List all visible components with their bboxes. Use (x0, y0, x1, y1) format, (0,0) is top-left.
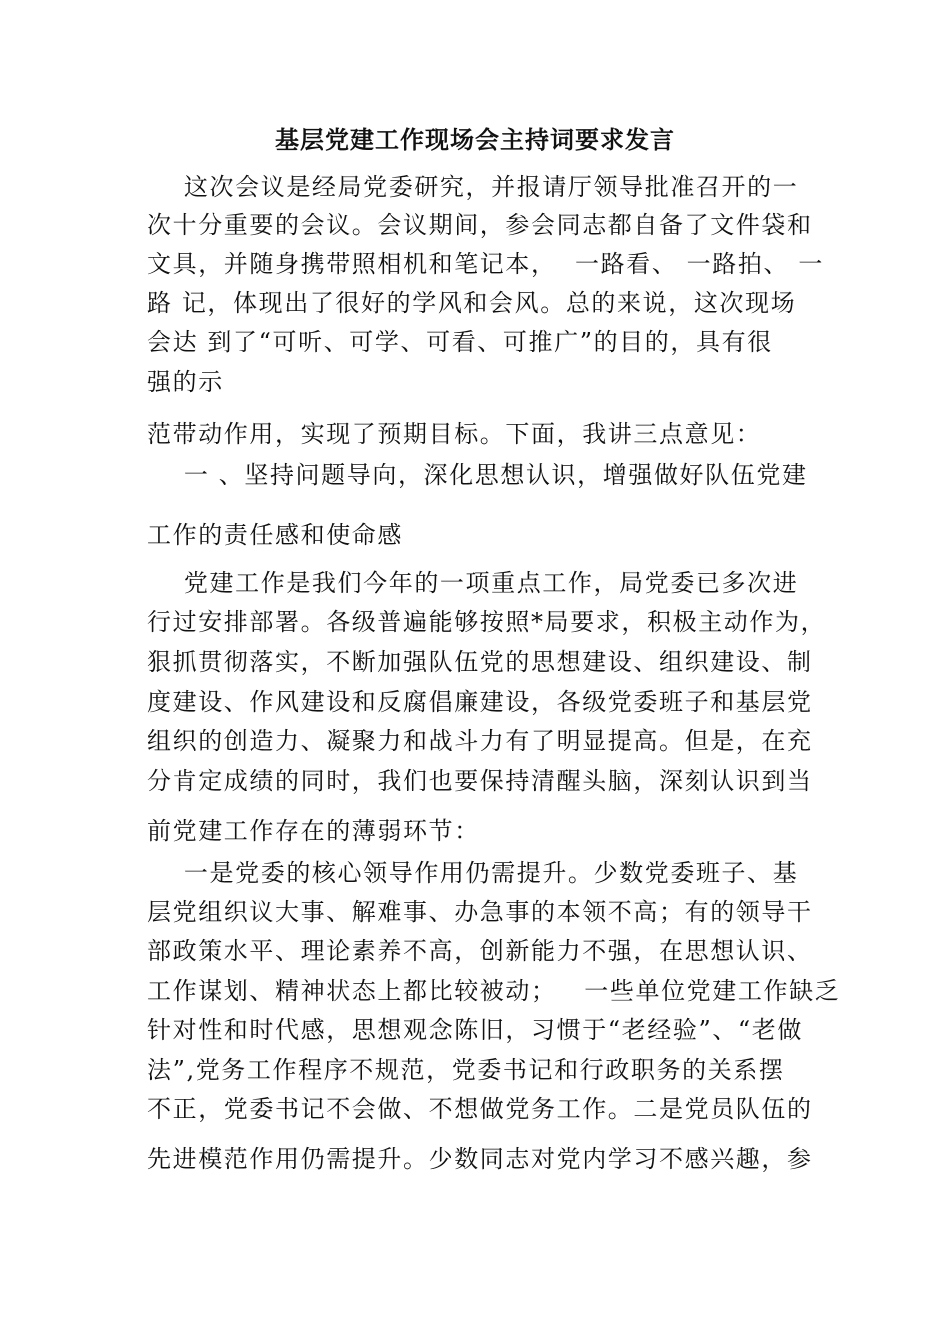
paragraph-line: 文具，并随身携带照相机和笔记本， 一路看、 一路拍、 一 (147, 250, 824, 278)
paragraph-line: 会达 到了“可听、可学、可看、可推广”的目的，具有很 (147, 328, 773, 356)
paragraph-line: 狠抓贯彻落实，不断加强队伍党的思想建设、组织建设、制 (147, 648, 813, 676)
paragraph-line: 行过安排部署。各级普遍能够按照*局要求，积极主动作为， (147, 608, 827, 636)
section-heading-line: 一 、坚持问题导向，深化思想认识，增强做好队伍党建 (147, 461, 808, 489)
paragraph-line: 一是党委的核心领导作用仍需提升。少数党委班子、基 (147, 859, 799, 887)
paragraph-line: 先进模范作用仍需提升。少数同志对党内学习不感兴趣，参 (147, 1145, 813, 1173)
section-heading-line: 工作的责任感和使命感 (147, 521, 403, 549)
paragraph-line: 次十分重要的会议。会议期间，参会同志都自备了文件袋和 (147, 211, 813, 239)
paragraph-line: 工作谋划、精神状态上都比较被动； 一些单位党建工作缺乏 (147, 977, 841, 1005)
paragraph-line: 强的示 (147, 368, 224, 396)
paragraph-line: 组织的创造力、凝聚力和战斗力有了明显提高。但是，在充 (147, 727, 813, 755)
paragraph-line: 分肯定成绩的同时，我们也要保持清醒头脑，深刻认识到当 (147, 767, 813, 795)
paragraph-line: 范带动作用，实现了预期目标。下面，我讲三点意见： (147, 420, 762, 448)
paragraph-line: 路 记，体现出了很好的学风和会风。总的来说，这次现场 (147, 289, 797, 317)
paragraph-line: 这次会议是经局党委研究，并报请厅领导批准召开的一 (147, 173, 799, 201)
paragraph-line: 党建工作是我们今年的一项重点工作，局党委已多次进 (147, 569, 799, 597)
paragraph-line: 法”,党务工作程序不规范，党委书记和行政职务的关系摆 (147, 1056, 785, 1084)
paragraph-line: 层党组织议大事、解难事、办急事的本领不高；有的领导干 (147, 898, 813, 926)
paragraph-line: 部政策水平、理论素养不高，创新能力不强，在思想认识、 (147, 937, 813, 965)
paragraph-line: 度建设、作风建设和反腐倡廉建设，各级党委班子和基层党 (147, 688, 813, 716)
paragraph-line: 前党建工作存在的薄弱环节： (147, 817, 480, 845)
paragraph-line: 不正，党委书记不会做、不想做党务工作。二是党员队伍的 (147, 1095, 813, 1123)
document-title: 基层党建工作现场会主持词要求发言 (275, 125, 675, 154)
paragraph-line: 针对性和时代感，思想观念陈旧，习惯于“老经验”、“老做 (147, 1016, 804, 1044)
